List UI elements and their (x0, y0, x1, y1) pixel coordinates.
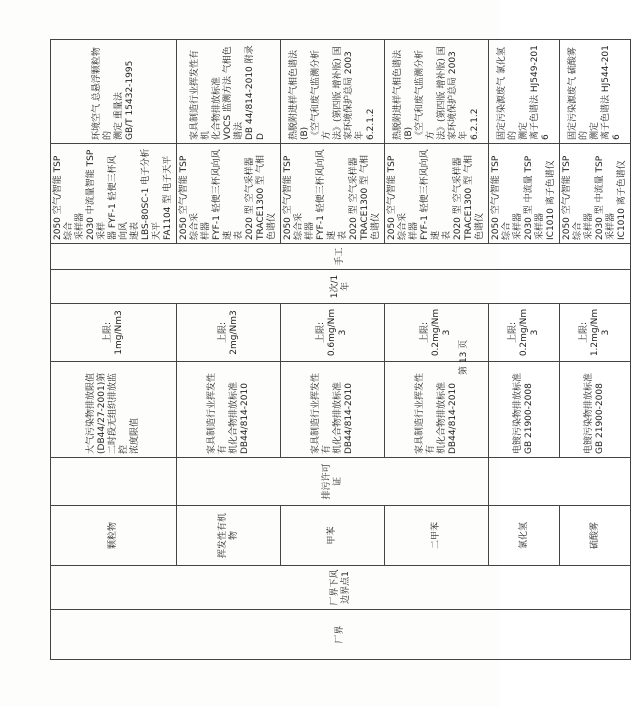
permit-cell (51, 458, 177, 506)
pollutant-cell: 二甲苯 (385, 506, 489, 566)
frequency-cell: 1次/1 年 (51, 270, 631, 304)
permit-cell-empty (489, 458, 631, 506)
limit-cell: 上限: 0.2mg/Nm 3 (385, 304, 489, 362)
limit-cell: 上限: 0.2mg/Nm3 (489, 304, 560, 362)
limit-cell: 上限: 2mg/Nm3 (177, 304, 281, 362)
equipment-cell: 2050 空气/智能 TSP 综合 采样器 2030 型 中流量 TSP 采样器 IC1010 离子色谱仪 (489, 144, 560, 244)
method-cell: 手工 (51, 244, 631, 270)
pollutant-cell: 甲苯 (281, 506, 385, 566)
area-cell: 厂界 (51, 610, 631, 660)
standard-cell: 电镀污染物排放标准 GB 21900-2008 (489, 362, 560, 458)
standard-cell: 家具制造行业挥发性有 机化合物排放标准 DB44/814-2010 (281, 362, 385, 458)
permit-cell: 排污许可证 (177, 458, 489, 506)
equipment-cell: 2050 空气/智能 TSP 综合采 样器 FYF-1 轻便三杯风向风速 表 2020 型 空气采样器 TRACE1300 型 气相色谱仪 (281, 144, 385, 244)
pollutant-cell: 颗粒物 (51, 506, 177, 566)
equipment-cell: 2050 空气/智能 TSP 综合采 样器 FYF-1 轻便三杯风向风速 表 2020 型 空气采样器 TRACE1300 型 气相色谱仪 (177, 144, 281, 244)
equipment-cell: 2050 空气/智能 TSP 综合 采样器 2030 型 中流量 TSP 采样器 IC1010 离子色谱仪 (560, 144, 631, 244)
analysis-cell: 热脱附进样气相色谱法 (B) 《空气和废气监测分析方 法》(第四版 增补版) 国 家环境保护总局 2003 年 6.2.1.2 (281, 40, 385, 144)
table-row (51, 40, 177, 660)
limit-cell: 上限: 1.2mg/Nm 3 (560, 304, 631, 362)
analysis-cell: 热脱附进样气相色谱法 (B) 《空气和废气监测分析方 法》(第四版 增补版) 国 家环境保护总局 2003 年 6.2.1.2 (385, 40, 489, 144)
standard-cell: 家具制造行业挥发性有 机化合物排放标准 DB44/814-2010 (385, 362, 489, 458)
monitoring-table (50, 39, 631, 660)
point-cell: 厂界下风 边界点1 (51, 566, 631, 610)
standard-cell: 家具制造行业挥发性有 机化合物排放标准 DB44/814-2010 (177, 362, 281, 458)
pollutant-cell: 硫酸雾 (560, 506, 631, 566)
analysis-cell: 环境空气 总悬浮颗粒物的 测定 重量法 GB/T 15432-1995 (51, 40, 177, 144)
page-number: 第 13 页 (459, 339, 469, 375)
analysis-cell: 家具制造行业挥发性有机 化合物排放标准 VOCS 监测方法 气相色谱法 DB 44/814-2010 附录 D (177, 40, 281, 144)
analysis-cell: 固定污染源废气 氯化氢的 测定 离子色谱法 HJ549-2016 (489, 40, 560, 144)
equipment-cell: 2050 空气/智能 TSP 综合采 样器 FYF-1 轻便三杯风向风速 表 2020 型 空气采样器 TRACE1300 型 气相色谱仪 (385, 144, 489, 244)
pollutant-cell: 挥发性有机 物 (177, 506, 281, 566)
equipment-cell: 2050 空气/智能 TSP 综合 采样器 2030 中流量智能 TSP 采样 器 FYF-1 轻便三杯风向风 速表 LBS-80SC-1 电子分析天平 FA1104 型 电子天平 (51, 144, 177, 244)
standard-cell: 电镀污染物排放标准 GB 21900-2008 (560, 362, 631, 458)
pollutant-cell: 氯化氢 (489, 506, 560, 566)
limit-cell: 上限: 1mg/Nm3 (51, 304, 177, 362)
limit-cell: 上限: 0.6mg/Nm 3 (281, 304, 385, 362)
analysis-cell: 固定污染源废气 硫酸雾的 测定 离子色谱法 HJ544-2016 (560, 40, 631, 144)
standard-cell: 大气污染物排放限值 (DB44/27-2001)第 二时段无组织排放监控 浓度限值 (51, 362, 177, 458)
